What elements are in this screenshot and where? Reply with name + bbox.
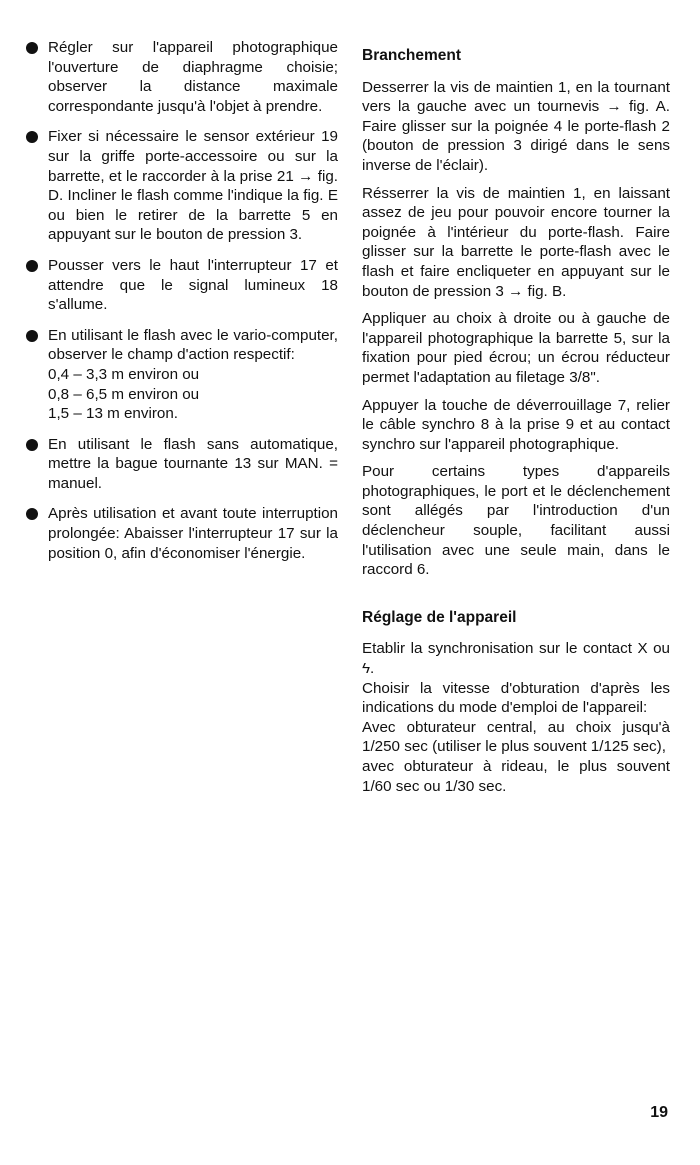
bullet-icon xyxy=(26,508,38,520)
paragraph: Desserrer la vis de maintien 1, en la tournant vers la gauche avec un tournevis → fig. A. Faire glisser sur la poignée 4 le porte-flash 2 (bouton de pression 3 dirigé dans le sens inverse de l'éclair). xyxy=(362,78,670,174)
bullet-text: Après utilisation et avant toute interruption prolongée: Abaisser l'interrupteur 17 sur la position 0, afin d'économiser l'énergie. xyxy=(48,505,338,562)
section-heading-reglage: Réglage de l'appareil xyxy=(362,608,517,626)
paragraph: Etablir la synchronisation sur le contact X ou ϟ. xyxy=(362,640,670,678)
paragraph: Appuyer la touche de déverrouillage 7, relier le câble synchro 8 à la prise 9 et au contact synchro sur l'appareil photographique. xyxy=(362,396,670,453)
bullet-text: En utilisant le flash sans automatique, mettre la bague tournante 13 sur MAN. = manuel. xyxy=(48,435,338,492)
range-line: 0,8 – 6,5 m environ ou xyxy=(48,385,200,403)
section-heading-branchement: Branchement xyxy=(362,47,462,64)
bullet-text: Pousser vers le haut l'interrupteur 17 et attendre que le signal lumineux 18 s'allume. xyxy=(48,256,338,314)
paragraph: Choisir la vitesse d'obturation d'après les indications du mode d'emploi de l'appareil: xyxy=(362,679,670,717)
paragraph: avec obturateur à rideau, le plus souvent 1/60 sec ou 1/30 sec. xyxy=(362,758,670,795)
bullet-icon xyxy=(26,131,38,143)
bullet-item xyxy=(48,504,338,563)
bullet-icon xyxy=(26,42,38,54)
paragraph: Résserrer la vis de maintien 1, en laissant assez de jeu pour pouvoir encore tourner la poignée à l'intérieur du porte-flash. Faire glisser sur la barrette le porte-flash avec le flash et faire encliqueter en appuyant sur le bouton de pression 3 → fig. B. xyxy=(362,184,670,300)
bullet-icon xyxy=(26,260,38,272)
bullet-item xyxy=(48,326,338,424)
paragraph: Appliquer au choix à droite ou à gauche de l'appareil photographique la barrette 5, sur la fixation pour pied écrou; un écrou réducteur permet l'adaptation au filetage 3/8". xyxy=(362,310,670,386)
right-column xyxy=(362,38,670,796)
page-number: 19 xyxy=(650,1104,668,1121)
bullet-text: Régler sur l'appareil photographique l'ouverture de diaphragme choisie; observer la distance maximale correspondante jusqu'à l'objet à prendre. xyxy=(48,39,338,115)
range-line: 1,5 – 13 m environ. xyxy=(48,405,179,423)
bullet-item xyxy=(48,256,338,315)
bullet-icon xyxy=(26,439,38,451)
range-line: 0,4 – 3,3 m environ ou xyxy=(48,365,200,383)
paragraph: Avec obturateur central, au choix jusqu'à 1/250 sec (utiliser le plus souvent 1/125 sec), xyxy=(362,718,670,756)
bullet-item xyxy=(48,38,338,116)
bullet-text: Fixer si nécessaire le sensor extérieur 19 sur la griffe porte-accessoire ou sur la barrette, et le raccorder à la prise 21 → fig. D. Incliner le flash comme l'indique la fig. E ou bien le retirer de la barrette 5 en appuyant sur le bouton de pression 3. xyxy=(48,128,338,244)
left-column xyxy=(48,38,338,574)
bullet-text: En utilisant le flash avec le vario-computer, observer le champ d'action respectif: xyxy=(48,326,338,364)
bullet-item xyxy=(48,435,338,494)
bullet-icon xyxy=(26,330,38,342)
paragraph: Pour certains types d'appareils photographiques, le port et le déclenchement sont allégés par l'introduction d'un déclencheur souple, facilitant aussi l'utilisation avec une seule main, dans le raccord 6. xyxy=(362,463,670,579)
bullet-item xyxy=(48,127,338,245)
